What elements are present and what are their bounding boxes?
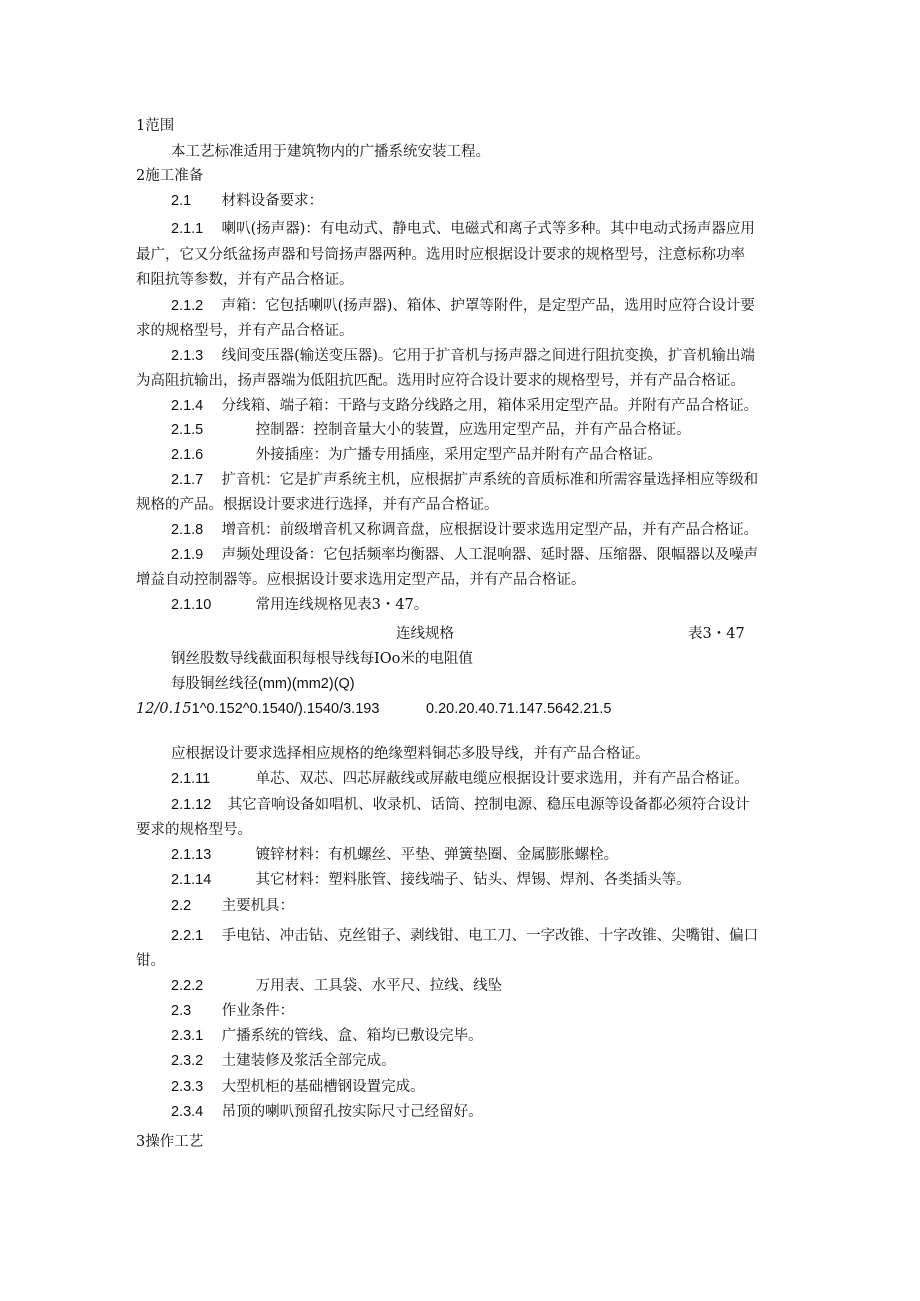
item-text: 手电钻、冲击钻、克丝钳子、剥线钳、电工刀、一字改锥、十字改锥、尖嘴钳、偏口: [221, 928, 759, 944]
item-text: 喇叭(扬声器)：有电动式、静电式、电磁式和离子式等多种。其中电动式扬声器应用: [221, 221, 755, 237]
item-text: 主要机具：: [221, 898, 295, 914]
item-2-1-3: [171, 346, 755, 366]
item-2-3-3: [171, 1077, 425, 1097]
item-number: 2.1.1: [171, 221, 204, 237]
item-2-1-9-cont: 增益自动控制器等。应根据设计要求选用定型产品，并有产品合格证。: [136, 572, 586, 588]
table-label: 表3・47: [688, 626, 745, 642]
after-table-note: 应根据设计要求选择相应规格的绝缘塑料铜芯多股导线，并有产品合格证。: [171, 746, 650, 762]
item-number: 2.1.3: [171, 348, 204, 364]
table-header-1: 钢丝股数导线截面积每根导线每IOo米的电阻值: [171, 651, 473, 667]
item-text: 镀锌材料：有机螺丝、平垫、弹簧垫圈、金属膨胀螺栓。: [255, 847, 619, 863]
item-2-1-11: [171, 769, 749, 789]
item-2-1-6: [171, 445, 662, 465]
item-number: 2.1.12: [171, 797, 212, 813]
item-2-1-14: [171, 870, 691, 890]
item-2-1-1-cont: 最广，它又分纸盆扬声器和号筒扬声器两种。选用时应根据设计要求的规格型号，注意标称功率: [136, 247, 745, 263]
item-text: 声频处理设备：它包括频率均衡器、人工混响器、延时器、压缩器、限幅器以及噪声: [221, 547, 759, 563]
item-text: 扩音机：它是扩声系统主机，应根据扩声系统的音质标准和所需容量选择相应等级和: [221, 472, 759, 488]
item-2-1-4: [171, 396, 758, 416]
item-2-1-8: [171, 520, 758, 540]
item-2-1-1-cont2: 和阻抗等参数，并有产品合格证。: [136, 272, 354, 288]
item-number: 2.1.5: [171, 422, 204, 438]
table-header-2: 每股铜丝线径(mm)(mm2)(Q): [171, 676, 355, 692]
item-text: 线间变压器(输送变压器)。它用于扩音机与扬声器之间进行阻抗变换，扩音机输出端: [221, 348, 755, 364]
item-2-3-4: [171, 1102, 483, 1122]
item-text: 广播系统的管线、盒、箱均已敷设完毕。: [221, 1028, 483, 1044]
item-2-2: [171, 896, 294, 916]
item-number: 2.1.4: [171, 398, 204, 414]
item-number: 2.1.11: [171, 771, 211, 787]
item-text: 单芯、双芯、四芯屏蔽线或屏蔽电缆应根据设计要求选用，并有产品合格证。: [255, 771, 749, 787]
item-number: 2.3.3: [171, 1079, 204, 1095]
item-number: 2.1.10: [171, 597, 212, 613]
item-text: 声箱：它包括喇叭(扬声器)、箱体、护罩等附件，是定型产品，选用时应符合设计要: [221, 298, 755, 314]
item-2-3-2: [171, 1051, 396, 1071]
item-number: 2.3: [171, 1003, 192, 1019]
table-cell-strands: 12/0.15: [136, 701, 192, 717]
item-number: 2.2: [171, 898, 192, 914]
item-number: 2.1.8: [171, 522, 204, 538]
section-3-title: 3操作工艺: [136, 1134, 204, 1150]
item-2-1-1: [171, 219, 755, 239]
item-2-1-3-cont: 为高阻抗输出，扬声器端为低阻抗匹配。选用时应符合设计要求的规格型号，并有产品合格证。: [136, 373, 745, 389]
item-text: 增音机：前级增音机又称调音盘，应根据设计要求选用定型产品，并有产品合格证。: [221, 522, 759, 538]
item-number: 2.1.6: [171, 447, 204, 463]
item-number: 2.1.2: [171, 298, 204, 314]
item-2-2-1: [171, 926, 758, 946]
table-caption: 连线规格: [396, 626, 454, 642]
item-text: 其它音响设备如唱机、收录机、话筒、控制电源、稳压电源等设备都必须符合设计: [227, 797, 750, 813]
item-text: 外接插座：为广播专用插座，采用定型产品并附有产品合格证。: [255, 447, 662, 463]
item-number: 2.2.2: [171, 978, 204, 994]
item-2-2-2: [171, 976, 502, 996]
item-text: 材料设备要求：: [221, 193, 324, 209]
item-2-2-1-cont: 钳。: [136, 953, 165, 969]
item-2-1-2: [171, 296, 755, 316]
item-2-1-7: [171, 470, 758, 490]
item-text: 土建装修及浆活全部完成。: [221, 1053, 396, 1069]
item-2-1-2-cont: 求的规格型号，并有产品合格证。: [136, 323, 354, 339]
item-number: 2.1: [171, 193, 192, 209]
item-2-1-5: [171, 420, 691, 440]
item-number: 2.1.7: [171, 472, 204, 488]
item-text: 其它材料：塑料胀管、接线端子、钻头、焊锡、焊剂、各类插头等。: [255, 872, 691, 888]
item-number: 2.3.1: [171, 1028, 204, 1044]
table-data-row: [136, 699, 379, 719]
item-text: 吊顶的喇叭预留孔按实际尺寸己经留好。: [221, 1104, 483, 1120]
item-text: 作业条件：: [221, 1003, 295, 1019]
section-1-title: 1范围: [136, 118, 175, 134]
item-2-1: [171, 191, 323, 211]
item-number: 2.3.4: [171, 1104, 204, 1120]
item-2-1-10: [171, 595, 428, 615]
table-cell-resistance: 0.20.20.40.71.147.5642.21.5: [426, 701, 612, 717]
item-number: 2.1.14: [171, 872, 212, 888]
item-text: 分线箱、端子箱：干路与支路分线路之用，箱体采用定型产品。并附有产品合格证。: [221, 398, 759, 414]
section-2-title: 2施工准备: [136, 168, 204, 184]
item-2-1-7-cont: 规格的产品。根据设计要求进行选择，并有产品合格证。: [136, 497, 499, 513]
item-2-1-13: [171, 845, 618, 865]
item-2-3: [171, 1001, 294, 1021]
item-text: 常用连线规格见表3・47。: [255, 597, 429, 613]
table-cell-diameters: 1^0.152^0.1540/).1540/3.193: [191, 701, 380, 717]
item-2-1-9: [171, 545, 758, 565]
item-text: 大型机柜的基础槽钢设置完成。: [221, 1079, 425, 1095]
item-2-1-12: [171, 795, 750, 815]
item-number: 2.1.13: [171, 847, 212, 863]
item-text: 万用表、工具袋、水平尺、拉线、线坠: [255, 978, 503, 994]
section-1-body: 本工艺标准适用于建筑物内的广播系统安装工程。: [171, 144, 490, 160]
item-number: 2.3.2: [171, 1053, 204, 1069]
item-number: 2.1.9: [171, 547, 204, 563]
item-number: 2.2.1: [171, 928, 204, 944]
item-text: 控制器：控制音量大小的装置，应选用定型产品，并有产品合格证。: [255, 422, 691, 438]
item-2-1-12-cont: 要求的规格型号。: [136, 822, 252, 838]
item-2-3-1: [171, 1026, 483, 1046]
